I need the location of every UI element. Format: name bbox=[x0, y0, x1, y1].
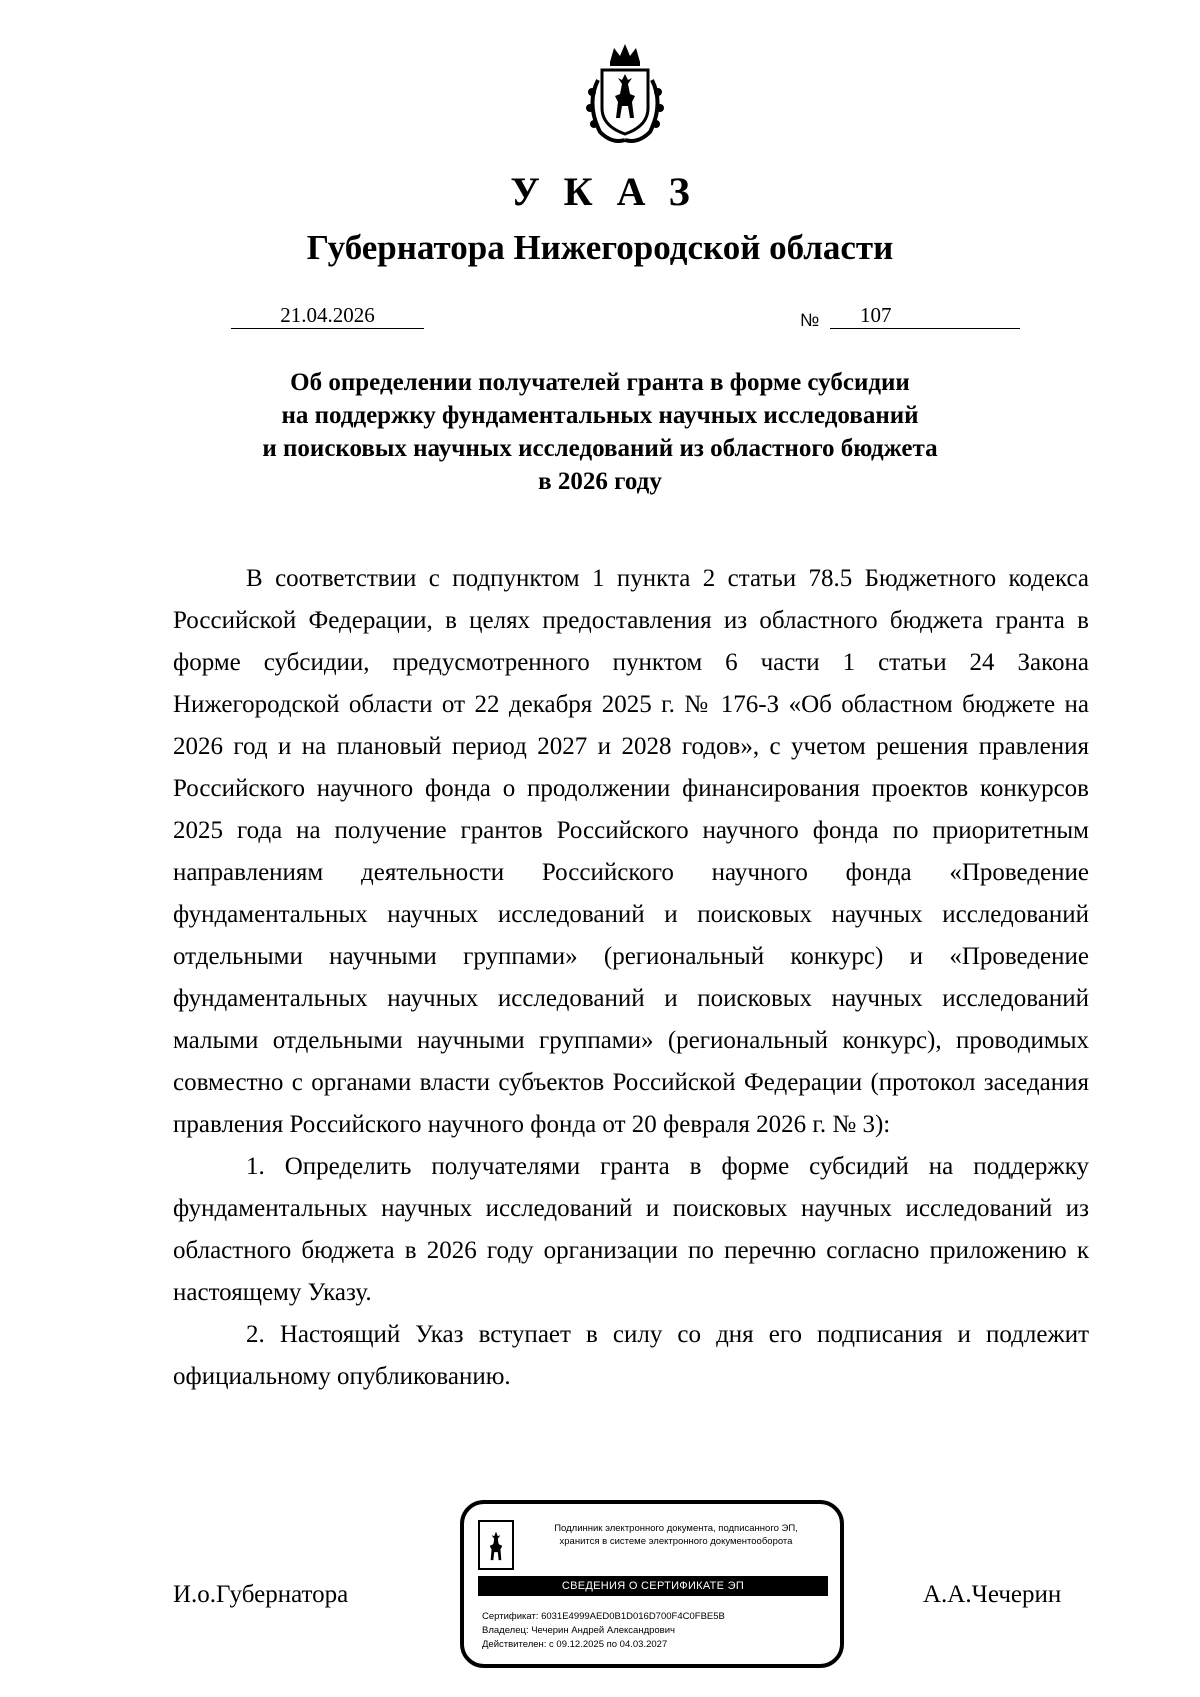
body-paragraph-item-2: 2. Настоящий Указ вступает в силу со дня его подписания и подлежит официальному опубликованию. bbox=[173, 1321, 1089, 1390]
signatory-name: А.А.Чечерин bbox=[923, 1581, 1062, 1608]
stamp-header-line: Подлинник электронного документа, подписанного ЭП, bbox=[554, 1523, 798, 1534]
certificate-owner: Владелец: Чечерин Андрей Александрович bbox=[482, 1625, 675, 1636]
issuer-title: Губернатора Нижегородской области bbox=[306, 228, 894, 267]
deer-logo-icon bbox=[478, 1520, 514, 1570]
body-paragraph-item-1: 1. Определить получателями гранта в форме субсидий на поддержку фундаментальных научных исследований и поисковых научных исследований из областного бюджета в 2026 году организации по перечню согласно приложению к настоящему Указу. bbox=[173, 1153, 1089, 1306]
document-body bbox=[173, 558, 1089, 1398]
body-paragraph-preamble: В соответствии с подпунктом 1 пункта 2 статьи 78.5 Бюджетного кодекса Российской Федерации, в целях предоставления из областного бюджета гранта в форме субсидии, предусмотренного пунктом 6 части 1 статьи 24 Закона Нижегородской области от 22 декабря 2025 г. № 176-З «Об областном бюджете на 2026 год и на плановый период 2027 и 2028 годов», с учетом решения правления Российского научного фонда о продолжении финансирования проектов конкурсов 2025 года на получение грантов Российского научного фонда по приоритетным направлениям деятельности Российского научного фонда «Проведение фундаментальных научных исследований и поисковых научных исследований отдельными научными группами» (региональный конкурс) и «Проведение фундаментальных научных исследований и поисковых научных исследований малыми отдельными научными группами» (региональный конкурс), проводимых совместно с органами власти субъектов Российской Федерации (протокол заседания правления Российского научного фонда от 20 февраля 2026 г. № 3): bbox=[173, 565, 1089, 1138]
document-number-field bbox=[830, 302, 1020, 329]
certificate-info-bar: СВЕДЕНИЯ О СЕРТИФИКАТЕ ЭП bbox=[478, 1576, 828, 1596]
stamp-header-line: хранится в системе электронного документооборота bbox=[559, 1536, 793, 1547]
signatory-position: И.о.Губернатора bbox=[173, 1581, 349, 1608]
certificate-serial: Сертификат: 6031E4999AED0B1D016D700F4C0FBE5B bbox=[482, 1611, 725, 1622]
subject-line: Об определении получателей гранта в форме субсидии bbox=[290, 369, 910, 396]
electronic-signature-stamp bbox=[460, 1500, 844, 1668]
stamp-header bbox=[526, 1522, 826, 1548]
number-sign: № bbox=[800, 310, 820, 330]
subject-line: и поисковых научных исследований из областного бюджета bbox=[262, 435, 938, 462]
document-date: 21.04.2026 bbox=[231, 302, 424, 329]
document-number: 107 bbox=[860, 303, 892, 327]
document-type-title: УКАЗ bbox=[510, 169, 714, 214]
certificate-validity: Действителен: с 09.12.2025 по 04.03.2027 bbox=[482, 1639, 668, 1650]
certificate-details bbox=[482, 1610, 725, 1652]
coat-of-arms-emblem bbox=[570, 40, 680, 150]
subject-line: на поддержку фундаментальных научных исследований bbox=[281, 402, 919, 429]
document-subject bbox=[200, 366, 1000, 498]
subject-line: в 2026 году bbox=[538, 468, 662, 495]
